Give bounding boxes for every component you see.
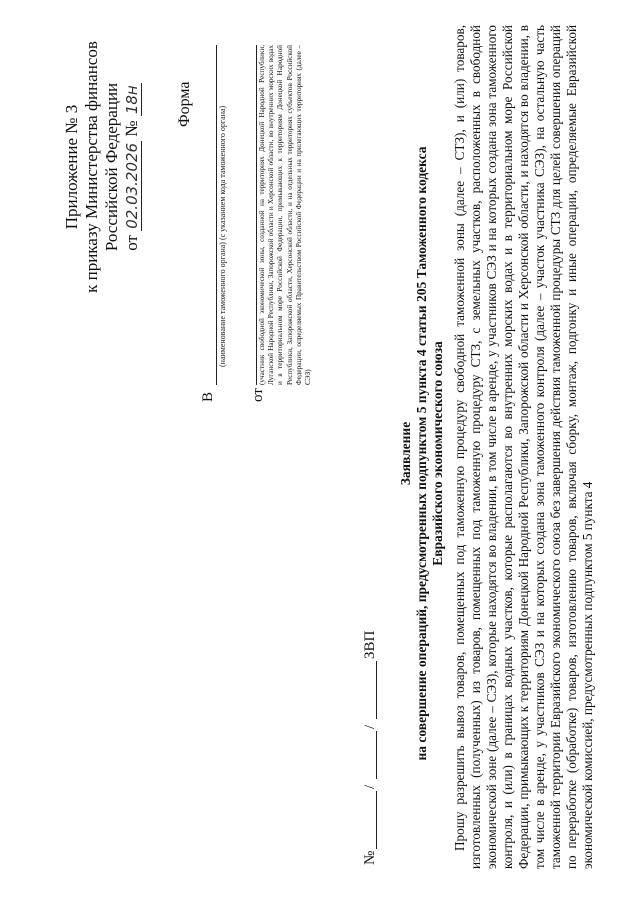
document-title bbox=[398, 0, 446, 907]
title-line-2: на совершение операций, предусмотренных подпунктом 5 пункта 4 статьи 205 Таможенного кодекса bbox=[414, 146, 429, 761]
annex-order-line: к приказу Министерства финансов bbox=[82, 41, 101, 293]
form-label: Форма bbox=[176, 81, 193, 127]
annex-header bbox=[62, 27, 142, 307]
annex-ministry-line: Российской Федерации bbox=[102, 82, 121, 252]
annex-number-value: 18н bbox=[123, 85, 141, 115]
registration-part1-line bbox=[376, 791, 377, 849]
title-line-1: Заявление bbox=[398, 421, 413, 486]
title-line-3: Евразийского экономического союза bbox=[430, 341, 445, 566]
registration-part3-line bbox=[376, 661, 377, 719]
registration-separator-2: / bbox=[362, 724, 378, 729]
body-paragraph: Прошу разрешить вывоз товаров, помещенных под таможенную процедуру свободной таможенной зоны (далее – СТЗ), и (или) товаров, изготовленных (полученных) из товаров, помещенных под таможенную процедуру СТЗ, с земельных участков, расположенных в свободной экономической зоне (далее – СЭЗ), которые находятся во владении, в том числе в аренде, у участников СЭЗ и на которых создана зона таможенного контроля, и (или) в границах водных участков, которые располагаются во внутренних морских водах и в территориальном море Российской Федерации, примыкающих к территориям Донецкой Народной Республики, Запорожской области и Херсонской области, и находятся во владении, в том числе в аренде, у участников СЭЗ и на которых создана зона таможенного контроля (далее – участок участника СЭЗ), на остальную часть таможенной территории Евразийского экономического союза без завершения действия таможенной процедуры СТЗ для целей совершения операций по переработке (обработке) товаров, изготовлению товаров, включая сборку, монтаж, подгонку и иные операции, определяемые Евразийской экономической комиссией, предусмотренных подпунктом 5 пункта 4 bbox=[452, 25, 595, 869]
registration-part2-line bbox=[376, 731, 377, 779]
annex-number-label: № bbox=[122, 120, 141, 137]
annex-date-prefix: от bbox=[122, 235, 141, 251]
from-field-line bbox=[256, 45, 257, 385]
to-label: В bbox=[200, 391, 216, 402]
registration-separator-1: / bbox=[362, 784, 378, 789]
annex-date-value: 02.03.2026 bbox=[123, 142, 141, 229]
to-caption: (наименование таможенного органа) (с указанием кода таможенного органа) bbox=[218, 105, 227, 367]
registration-number-label: № bbox=[362, 850, 378, 865]
annex-title: Приложение № 3 bbox=[62, 104, 81, 230]
from-caption: (участник свободной экономической зоны, созданной на территориях Донецкой Народной Республики, Луганской Народной Республики, Запорожской области и Херсонской области, во внутренних морских водах и в территориальном море Российской Федерации, примыкающих к территориям Донецкой Народной Республики, Запорожской области, Херсонской области, и на отдельных территориях субъектов Российской Федерации, определяемых Правительством Российской Федерации и на прилегающих территориях (далее – СЭЗ) bbox=[258, 45, 313, 385]
to-field-line bbox=[216, 45, 217, 385]
registration-suffix: ЗВП bbox=[362, 630, 378, 659]
annex-date-row bbox=[122, 27, 142, 307]
from-label: от bbox=[250, 388, 266, 402]
